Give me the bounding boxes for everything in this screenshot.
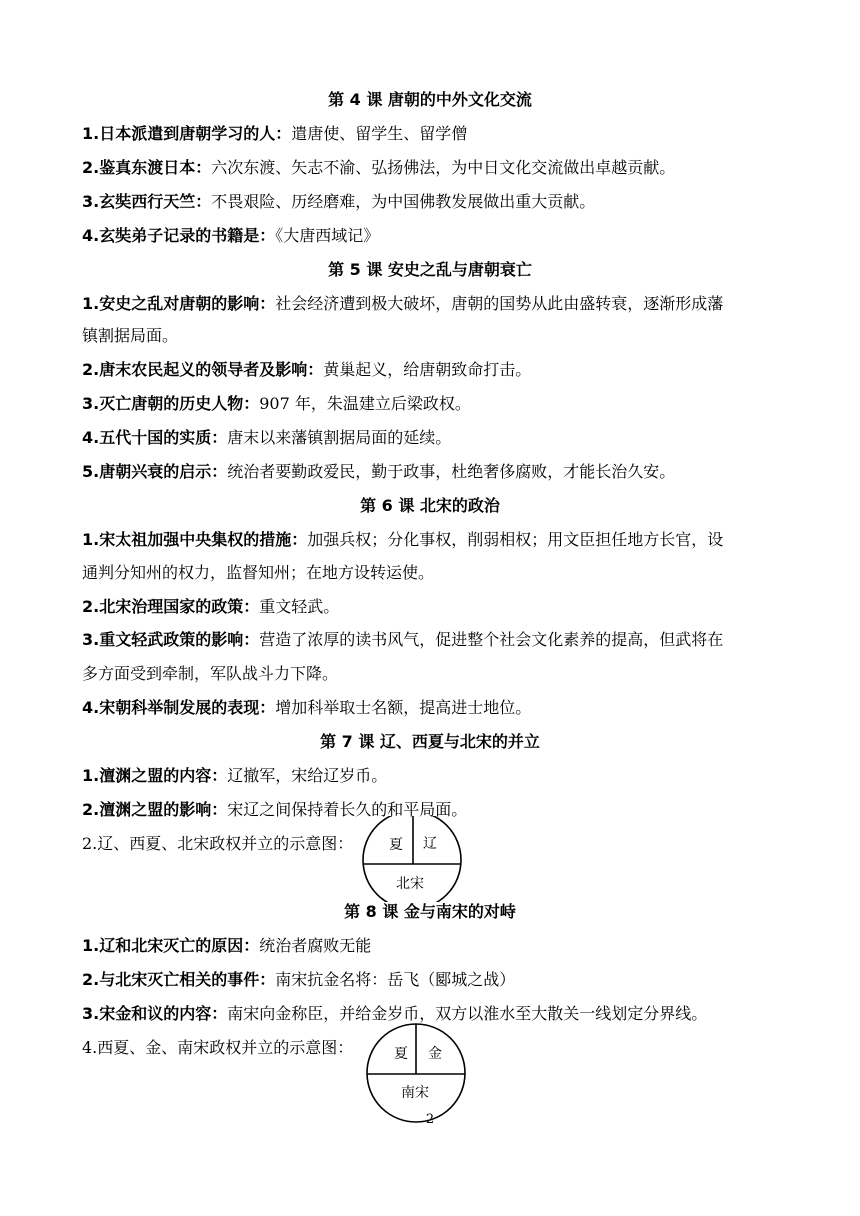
lesson-8-item-1: 1.辽和北宋灭亡的原因：统治者腐败无能 (82, 936, 372, 955)
diagram-region-beisong: 北宋 (396, 876, 424, 892)
lesson-8-item-3: 3.宋金和议的内容：南宋向金称臣，并给金岁币，双方以淮水至大散关一线划定分界线。 (82, 1004, 708, 1023)
lesson-4-item-4: 4.玄奘弟子记录的书籍是：《大唐西域记》 (82, 226, 380, 245)
lesson-7-item-2: 2.澶渊之盟的影响：宋辽之间保持着长久的和平局面。 (82, 800, 468, 819)
diagram-region-nansong: 南宋 (401, 1085, 429, 1101)
diagram-region-xia: 夏 (389, 837, 403, 853)
liao-xixia-beisong-diagram (360, 816, 464, 902)
lesson-6-item-1: 1.宋太祖加强中央集权的措施：加强兵权；分化事权，削弱相权；用文臣担任地方长官，设 (82, 530, 724, 549)
lesson-5-item-1: 1.安史之乱对唐朝的影响：社会经济遭到极大破坏，唐朝的国势从此由盛转衰，逐渐形成藩 (82, 294, 724, 313)
lesson-6-item-3-cont: 多方面受到牵制，军队战斗力下降。 (82, 664, 339, 683)
diagram-region-xia: 夏 (394, 1046, 408, 1062)
lesson-4-heading: 第 4 课 唐朝的中外文化交流 (328, 90, 532, 109)
lesson-5-item-5: 5.唐朝兴衰的启示：统治者要勤政爱民，勤于政事，杜绝奢侈腐败，才能长治久安。 (82, 462, 676, 481)
lesson-6-item-4: 4.宋朝科举制发展的表现：增加科举取士名额，提高进士地位。 (82, 698, 532, 717)
page-number: 2 (425, 1112, 435, 1127)
lesson-5-item-1-cont: 镇割据局面。 (82, 326, 179, 345)
diagram-region-jin: 金 (428, 1046, 442, 1062)
lesson-4-item-1: 1.日本派遣到唐朝学习的人：遣唐使、留学生、留学僧 (82, 124, 468, 143)
lesson-7-heading: 第 7 课 辽、西夏与北宋的并立 (320, 732, 540, 751)
lesson-5-item-4: 4.五代十国的实质：唐末以来藩镇割据局面的延续。 (82, 428, 452, 447)
lesson-7-item-3: 2.辽、西夏、北宋政权并立的示意图： (82, 834, 354, 853)
diagram-region-liao: 辽 (423, 836, 437, 852)
lesson-7-item-1: 1.澶渊之盟的内容：辽撤军，宋给辽岁币。 (82, 766, 388, 785)
xixia-jin-nansong-diagram (364, 1022, 468, 1124)
lesson-6-item-1-cont: 通判分知州的权力，监督知州；在地方设转运使。 (82, 563, 435, 582)
lesson-8-item-2: 2.与北宋灭亡相关的事件：南宋抗金名将：岳飞（郾城之战） (82, 970, 516, 989)
lesson-5-item-3: 3.灭亡唐朝的历史人物：907 年，朱温建立后梁政权。 (82, 394, 471, 413)
lesson-4-item-2: 2.鉴真东渡日本：六次东渡、矢志不渝、弘扬佛法，为中日文化交流做出卓越贡献。 (82, 158, 676, 177)
lesson-8-heading: 第 8 课 金与南宋的对峙 (344, 902, 516, 921)
lesson-8-item-4: 4.西夏、金、南宋政权并立的示意图： (82, 1038, 354, 1057)
lesson-5-heading: 第 5 课 安史之乱与唐朝衰亡 (328, 260, 532, 279)
lesson-6-item-3: 3.重文轻武政策的影响：营造了浓厚的读书风气，促进整个社会文化素养的提高，但武将在 (82, 630, 724, 649)
lesson-6-item-2: 2.北宋治理国家的政策：重文轻武。 (82, 597, 340, 616)
lesson-5-item-2: 2.唐末农民起义的领导者及影响：黄巢起义，给唐朝致命打击。 (82, 360, 532, 379)
lesson-6-heading: 第 6 课 北宋的政治 (360, 496, 500, 515)
lesson-4-item-3: 3.玄奘西行天竺：不畏艰险、历经磨难，为中国佛教发展做出重大贡献。 (82, 192, 596, 211)
